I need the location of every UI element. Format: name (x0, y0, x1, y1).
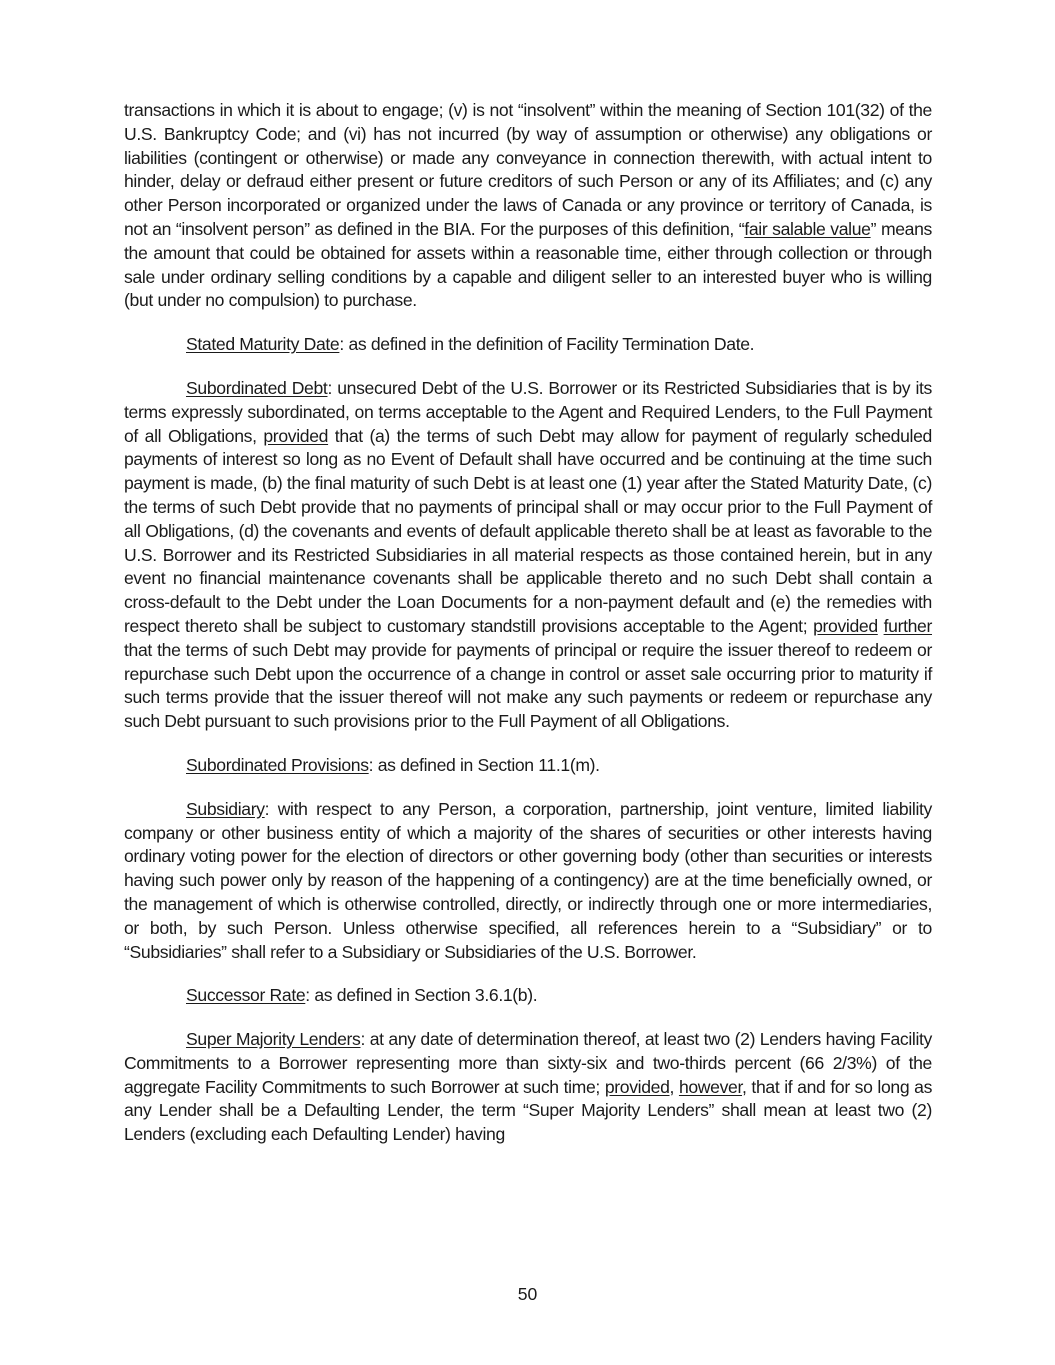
definition-subordinated-debt (124, 377, 932, 734)
paragraph-text: transactions in which it is about to engage; (v) is not “insolvent” within the meaning of Section 101(32) of the U.S. Bankruptcy Code; and (vi) has not incurred (by way of assumption or otherwise) any obligations or liabilities (contingent or otherwise) or made any conveyance in connection therewith, with actual intent to hinder, delay or defraud either present or future creditors of such Person or any of its Affiliates; and (c) any other Person incorporated or organized under the laws of Canada or any province or territory of Canada, is not an “insolvent person” as defined in the BIA. For the purposes of this definition, “ (124, 100, 932, 239)
definition-text: , (669, 1076, 679, 1097)
underlined-word: further (883, 615, 932, 636)
page-number: 50 (517, 1284, 538, 1304)
definition-subordinated-provisions (124, 754, 932, 778)
definition-super-majority-lenders (124, 1028, 932, 1147)
definition-text: that (a) the terms of such Debt may allow for payment of regularly scheduled payments of interest so long as no Event of Default shall have occurred and be continuing at the time such payment is made, (b) the final maturity of such Debt is at least one (1) year after the Stated Maturity Date, (c) the terms of such Debt provide that no payments of principal shall or may occur prior to the Full Payment of all Obligations, (d) the covenants and events of default applicable thereto shall be at least as favorable to the U.S. Borrower and its Restricted Subsidiaries in all material respects as those contained herein, but in any event no financial maintenance covenants shall be applicable thereto and no such Debt shall contain a cross-default to the Debt under the Loan Documents for a non-payment default and (e) the remedies with respect thereto shall be subject to customary standstill provisions acceptable to the Agent; (124, 425, 932, 636)
definition-text: : as defined in the definition of Facility Termination Date. (339, 334, 755, 355)
defined-term-fair-salable-value: fair salable value (744, 218, 871, 239)
paragraph-solvent-continuation (124, 99, 932, 313)
defined-term: Super Majority Lenders (186, 1029, 361, 1050)
defined-term: Stated Maturity Date (186, 334, 340, 355)
underlined-word: however (678, 1076, 743, 1097)
definition-text: : unsecured Debt of the U.S. Borrower or its Restricted Subsidiaries that is by its terms expressly subordinated, on terms acceptable to the Agent and Required Lenders, to the Full Payment of all Obligations, (124, 377, 932, 446)
definition-text: , that if and for so long as any Lender shall be a Defaulting Lender, the term “Super Majority Lenders” shall mean at least two (2) Lenders (excluding each Defaulting Lender) having (124, 1076, 933, 1145)
definition-stated-maturity-date (124, 333, 932, 357)
underlined-word: provided (604, 1076, 670, 1097)
definition-text: that the terms of such Debt may provide for payments of principal or require the issuer thereof to redeem or repurchase such Debt upon the occurrence of a change in control or asset sale occurring prior to maturity if such terms provide that the issuer thereof will not make any such payments or redeem or repurchase any such Debt pursuant to such provisions prior to the Full Payment of all Obligations. (124, 639, 932, 732)
definition-text: : with respect to any Person, a corporation, partnership, joint venture, limited liability company or other business entity of which a majority of the shares of securities or other interests having ordinary voting power for the election of directors or other governing body (other than securities or interests having such power only by reason of the happening of a contingency) are at the time beneficially owned, or the management of which is otherwise controlled, directly, or indirectly through one or more intermediaries, or both, by such Person. Unless otherwise specified, all references herein to a “Subsidiary” or to “Subsidiaries” shall refer to a Subsidiary or Subsidiaries of the U.S. Borrower. (124, 798, 932, 962)
definition-successor-rate (124, 984, 932, 1008)
definition-text: : as defined in Section 3.6.1(b). (305, 985, 538, 1006)
defined-term: Subsidiary (186, 798, 265, 819)
definition-subsidiary (124, 798, 932, 965)
definition-text: : as defined in Section 11.1(m). (368, 754, 600, 775)
defined-term: Subordinated Provisions (186, 754, 369, 775)
underlined-word: provided (263, 425, 329, 446)
underlined-word: provided (813, 615, 878, 636)
defined-term: Subordinated Debt (186, 377, 328, 398)
document-body (124, 99, 932, 1167)
paragraph-text: ” means the amount that could be obtained for assets within a reasonable time, either through collection or through sale under ordinary selling conditions by a capable and diligent seller to an interested buyer who is willing (but under no compulsion) to purchase. (124, 218, 932, 311)
definition-text: : at any date of determination thereof, at least two (2) Lenders having Facility Commitments to a Borrower representing more than sixty-six and two-thirds percent (66 2/3%) of the aggregate Facility Commitments to such Borrower at such time; (124, 1029, 932, 1097)
defined-term: Successor Rate (186, 985, 306, 1006)
